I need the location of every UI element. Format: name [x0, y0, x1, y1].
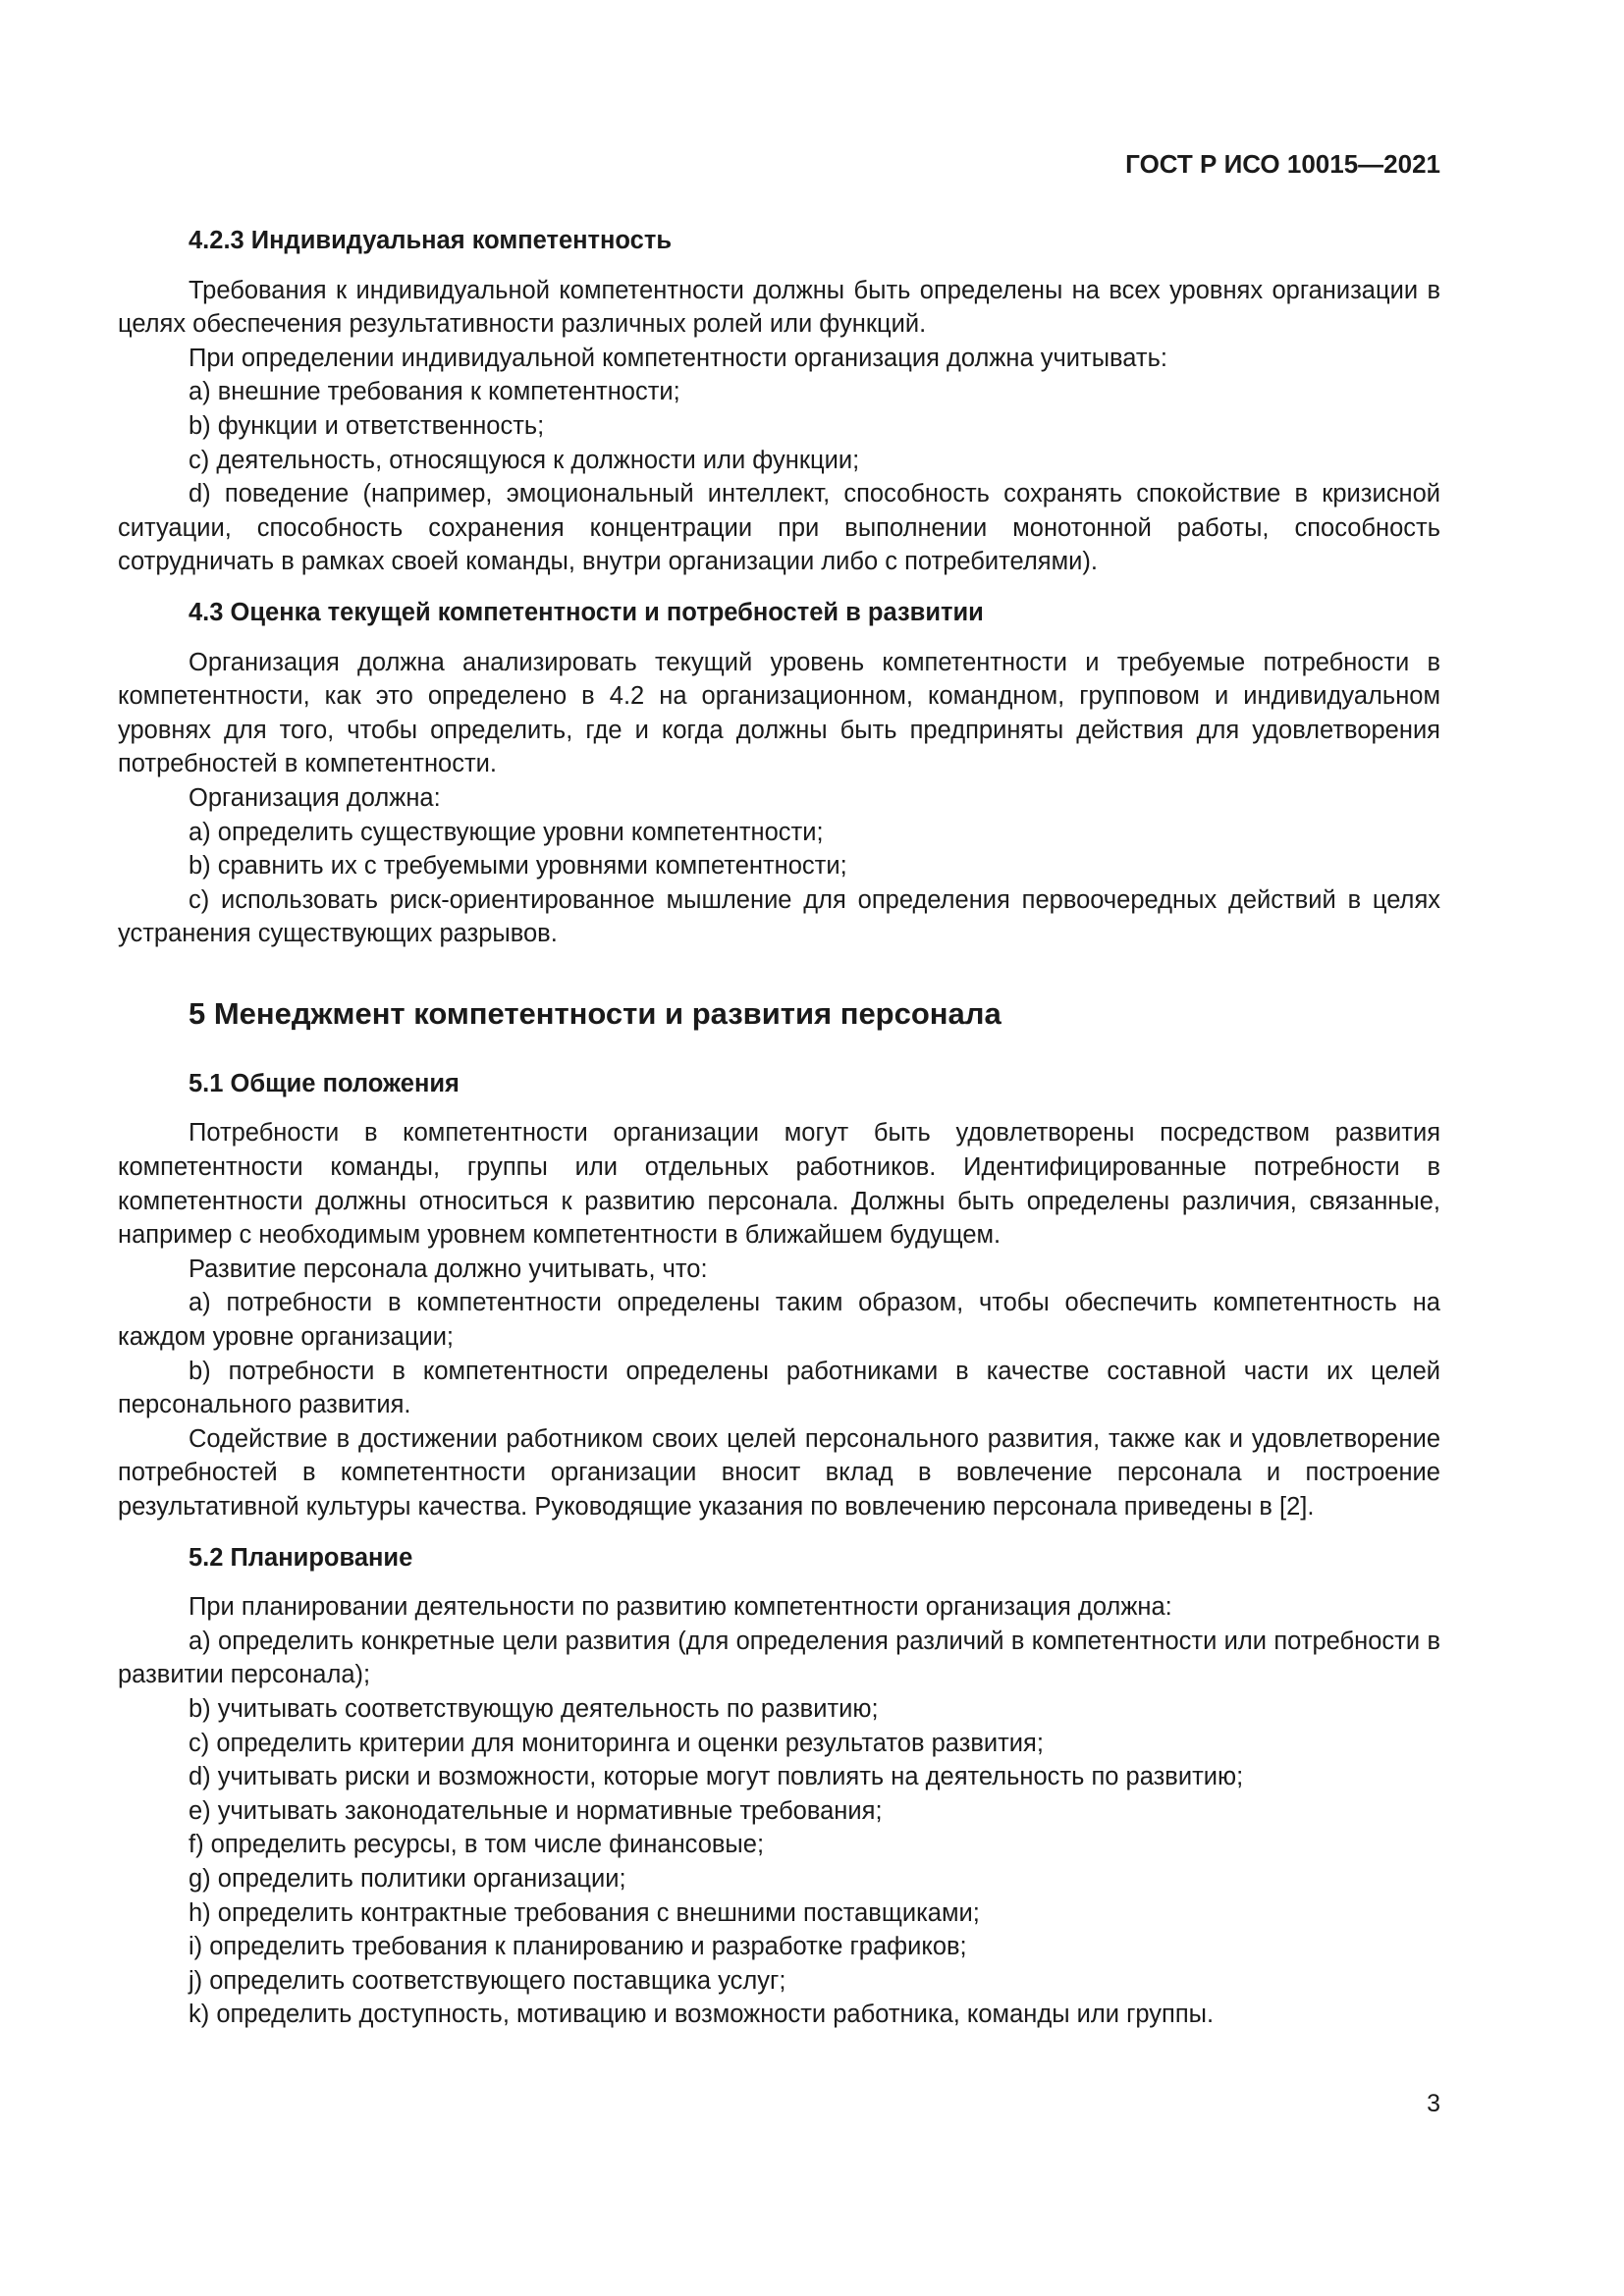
section-4-3-paragraph-1: Организация должна анализировать текущий уровень компетентности и требуемые потребности в компетентности, как это определено в 4.2 на организационном, командном, групповом и индивидуальном уровнях для того, чтобы определить, где и когда должны быть предприняты действия для удовлетворения потребностей в компетентности. [118, 648, 1440, 778]
section-4-3-heading: 4.3 Оценка текущей компетентности и потребностей в развитии [189, 598, 984, 626]
list-item: h) определить контрактные требования с внешними поставщиками; [189, 1898, 980, 1927]
section-4-2-3-heading: 4.2.3 Индивидуальная компетентность [189, 227, 673, 254]
page-number: 3 [1427, 2090, 1440, 2117]
list-item: a) потребности в компетентности определены таким образом, чтобы обеспечить компетентность на каждом уровне организации; [118, 1289, 1440, 1352]
list-item: k) определить доступность, мотивацию и возможности работника, команды или группы. [189, 2001, 1215, 2029]
section-5-2-heading: 5.2 Планирование [189, 1543, 413, 1572]
list-item: a) определить существующие уровни компетентности; [189, 818, 824, 846]
list-item: b) потребности в компетентности определены работниками в качестве составной части их целей персонального развития. [118, 1357, 1440, 1419]
section-5-2-paragraph-1: При планировании деятельности по развитию компетентности организация должна: [189, 1593, 1172, 1622]
list-item: d) поведение (например, эмоциональный интеллект, способность сохранять спокойствие в кризисной ситуации, способность сохранения концентрации при выполнении монотонной работы, способность сотрудничать в рамках своей команды, внутри организации либо с потребителями). [118, 480, 1440, 576]
list-item: a) определить конкретные цели развития (для определения различий в компетентности или потребности в развитии персонала); [118, 1627, 1440, 1689]
section-5-1-paragraph-3: Содействие в достижении работником своих целей персонального развития, также как и удовлетворение потребностей в компетентности организации вносит вклад в вовлечение персонала и построение результативной культуры качества. Руководящие указания по вовлечению персонала приведены в [2]. [118, 1424, 1440, 1521]
section-4-2-3-paragraph-2: При определении индивидуальной компетентности организация должна учитывать: [189, 344, 1167, 372]
list-item: b) сравнить их с требуемыми уровнями компетентности; [189, 852, 847, 881]
list-item: c) деятельность, относящуюся к должности или функции; [189, 446, 860, 474]
list-item: g) определить политики организации; [189, 1864, 626, 1893]
list-item: e) учитывать законодательные и нормативные требования; [189, 1796, 883, 1825]
section-4-3-paragraph-2: Организация должна: [189, 783, 441, 812]
list-item: b) функции и ответственность; [189, 411, 545, 440]
section-5-1-paragraph-2: Развитие персонала должно учитывать, что: [189, 1255, 708, 1283]
list-item: c) определить критерии для мониторинга и оценки результатов развития; [189, 1729, 1044, 1757]
list-item: a) внешние требования к компетентности; [189, 378, 680, 406]
list-item: i) определить требования к планированию и разработке графиков; [189, 1933, 967, 1961]
list-item: f) определить ресурсы, в том числе финансовые; [189, 1831, 765, 1859]
list-item: j) определить соответствующего поставщика услуг; [189, 1966, 786, 1995]
document-code-header: ГОСТ Р ИСО 10015—2021 [1125, 149, 1440, 179]
section-5-1-paragraph-1: Потребности в компетентности организации могут быть удовлетворены посредством развития компетентности команды, группы или отдельных работников. Идентифицированные потребности в компетентности должны относиться к развитию персонала. Должны быть определены различия, связанные, например с необходимым уровнем компетентности в ближайшем будущем. [118, 1119, 1440, 1250]
list-item: d) учитывать риски и возможности, которые могут повлиять на деятельность по развитию; [189, 1763, 1244, 1791]
section-5-heading: 5 Менеджмент компетентности и развития персонала [189, 995, 1001, 1031]
list-item: c) использовать риск-ориентированное мышление для определения первоочередных действий в целях устранения существующих разрывов. [118, 885, 1440, 948]
list-item: b) учитывать соответствующую деятельность по развитию; [189, 1694, 879, 1723]
section-5-1-heading: 5.1 Общие положения [189, 1069, 460, 1097]
section-4-2-3-paragraph-1: Требования к индивидуальной компетентности должны быть определены на всех уровнях организации в целях обеспечения результативности различных ролей или функций. [118, 276, 1440, 339]
